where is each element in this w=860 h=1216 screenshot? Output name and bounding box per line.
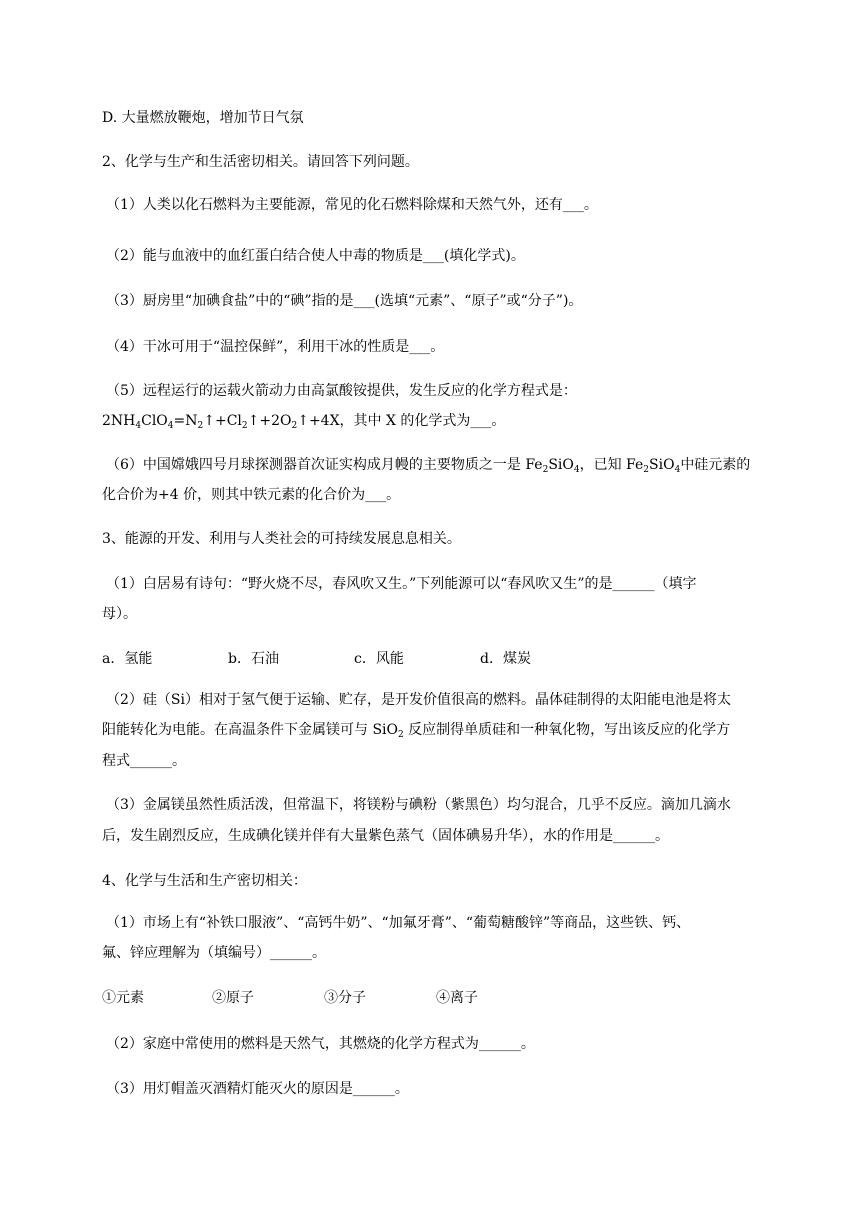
q4-part3: （3）用灯帽盖灭酒精灯能灭火的原因是______。 — [106, 1081, 409, 1097]
q2-stem: 2、化学与生产和生活密切相关。请回答下列问题。 — [102, 154, 419, 170]
q4-stem: 4、化学与生活和生产密切相关： — [102, 873, 307, 889]
q3-part1-line2: 母）。 — [102, 606, 137, 622]
q4-option-4: ④离子 — [436, 990, 478, 1006]
q4-option-3: ③分子 — [324, 990, 366, 1006]
q3-part3-line1: （3）金属镁虽然性质活泼，但常温下，将镁粉与碘粉（紫黑色）均匀混合，几乎不反应。滴加几滴水 — [106, 797, 731, 813]
q4-options — [102, 988, 478, 1008]
q2-part6-line2: 化合价为+4 价，则其中铁元素的化合价为___。 — [102, 487, 401, 503]
q3-part2-line2: 阳能转化为电能。在高温条件下金属镁可与 SiO$_2$ 反应制得单质硅和一种氧化物，写出该反应的化学方 — [102, 722, 731, 740]
q2-part4: （4）干冰可用于“温控保鲜”，利用干冰的性质是___。 — [106, 339, 445, 355]
q3-part3-line2: 后，发生剧烈反应，生成碘化镁并伴有大量紫色蒸气（固体碘易升华），水的作用是______。 — [102, 828, 669, 844]
q3-stem: 3、能源的开发、利用与人类社会的可持续发展息息相关。 — [102, 531, 461, 547]
q3-part1-line1: （1）白居易有诗句：“野火烧不尽，春风吹又生。”下列能源可以“春风吹又生”的是______（填字 — [106, 576, 697, 592]
q4-option-1: ①元素 — [102, 990, 144, 1006]
q1-option-d: D. 大量燃放鞭炮，增加节日气氛 — [102, 110, 304, 126]
q2-part1: （1）人类以化石燃料为主要能源，常见的化石燃料除煤和天然气外，还有___。 — [106, 197, 598, 213]
q4-part2: （2）家庭中常使用的燃料是天然气，其燃烧的化学方程式为______。 — [106, 1036, 535, 1052]
q2-part3: （3）厨房里“加碘食盐”中的“碘”指的是___(选填“元素”、“原子”或“分子”)。 — [106, 293, 583, 309]
q3-options — [102, 649, 531, 669]
q2-part5-text: （5）远程运行的运载火箭动力由高氯酸铵提供，发生反应的化学方程式是： — [106, 383, 577, 399]
q3-option-b: b．石油 — [228, 651, 279, 667]
q2-part6-line1: （6）中国嫦娥四号月球探测器首次证实构成月幔的主要物质之一是 $Fe_2SiO_4$，已知 $Fe_2SiO_4$中硅元素的 — [106, 457, 751, 475]
q2-part2: （2）能与血液中的血红蛋白结合使人中毒的物质是___(填化学式)。 — [106, 248, 525, 264]
q3-part2-line1: （2）硅（Si）相对于氢气便于运输、贮存，是开发价值很高的燃料。晶体硅制得的太阳能电池是将太 — [106, 692, 731, 708]
q4-option-2: ②原子 — [212, 990, 254, 1006]
q3-part2-line3: 程式______。 — [102, 753, 186, 769]
q3-option-c: c．风能 — [354, 651, 404, 667]
q3-option-a: a．氢能 — [102, 651, 153, 667]
q4-part1-line2: 氟、锌应理解为（填编号）______。 — [102, 945, 326, 961]
q2-part5-equation: $2NH_4ClO_4=N_2↑+Cl_2↑+2O_2↑+4X$，其中 X 的化学式为___。 — [102, 413, 506, 431]
q3-option-d: d．煤炭 — [480, 651, 531, 667]
q4-part1-line1: （1）市场上有“补铁口服液”、“高钙牛奶”、“加氟牙膏”、“葡萄糖酸锌”等商品，这些铁、钙、 — [106, 915, 691, 931]
